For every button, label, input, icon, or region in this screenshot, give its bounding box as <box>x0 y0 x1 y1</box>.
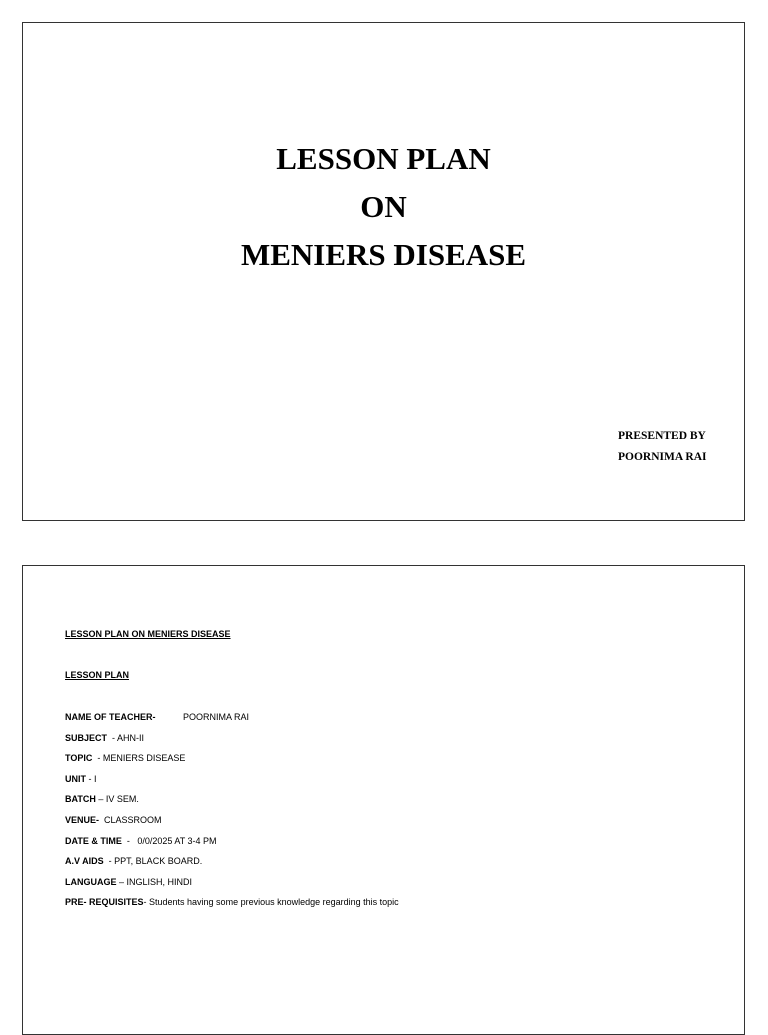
detail-row-batch <box>65 793 399 814</box>
lesson-details <box>65 711 399 917</box>
document-subheading: LESSON PLAN <box>65 670 130 680</box>
detail-row-subject <box>65 732 399 753</box>
cover-title <box>23 135 744 279</box>
document-heading: LESSON PLAN ON MENIERS DISEASE <box>65 629 231 639</box>
detail-label: LANGUAGE <box>65 876 117 887</box>
title-line: LESSON PLAN <box>276 141 491 176</box>
title-line: MENIERS DISEASE <box>240 237 527 272</box>
detail-label: VENUE- <box>65 814 100 825</box>
detail-label: UNIT <box>65 773 86 784</box>
presenter-block <box>618 426 707 468</box>
detail-row-prerequisites <box>65 896 399 917</box>
detail-value: CLASSROOM <box>99 814 162 825</box>
detail-label: TOPIC <box>65 753 93 764</box>
detail-value: - AHN-II <box>107 732 145 743</box>
title-line: ON <box>360 189 407 224</box>
detail-value: - I <box>86 773 97 784</box>
detail-row-teacher <box>65 711 399 732</box>
detail-label: NAME OF TEACHER- <box>65 712 156 722</box>
detail-label: BATCH <box>65 794 96 805</box>
detail-label: A.V AIDS <box>65 856 104 867</box>
detail-row-venue <box>65 814 399 835</box>
detail-label: DATE & TIME <box>65 835 122 846</box>
detail-value: – INGLISH, HINDI <box>116 876 193 887</box>
detail-label: PRE- REQUISITES <box>65 897 144 908</box>
detail-value: - 0/0/2025 AT 3-4 PM <box>121 835 217 846</box>
detail-value: POORNIMA RAI <box>155 712 250 722</box>
lesson-plan-page <box>22 565 745 1035</box>
detail-value: – IV SEM. <box>95 794 139 805</box>
detail-row-unit <box>65 773 399 794</box>
detail-label: SUBJECT <box>65 732 108 743</box>
presented-by-label: PRESENTED BY <box>618 430 706 442</box>
detail-value: - PPT, BLACK BOARD. <box>103 856 203 867</box>
detail-row-date-time <box>65 835 399 856</box>
detail-row-language <box>65 876 399 897</box>
detail-row-av-aids <box>65 855 399 876</box>
detail-row-topic <box>65 752 399 773</box>
presenter-name: POORNIMA RAI <box>618 451 707 463</box>
detail-value: - MENIERS DISEASE <box>92 753 186 764</box>
cover-page <box>22 22 745 521</box>
detail-value: - Students having some previous knowledge regarding this topic <box>143 897 399 908</box>
